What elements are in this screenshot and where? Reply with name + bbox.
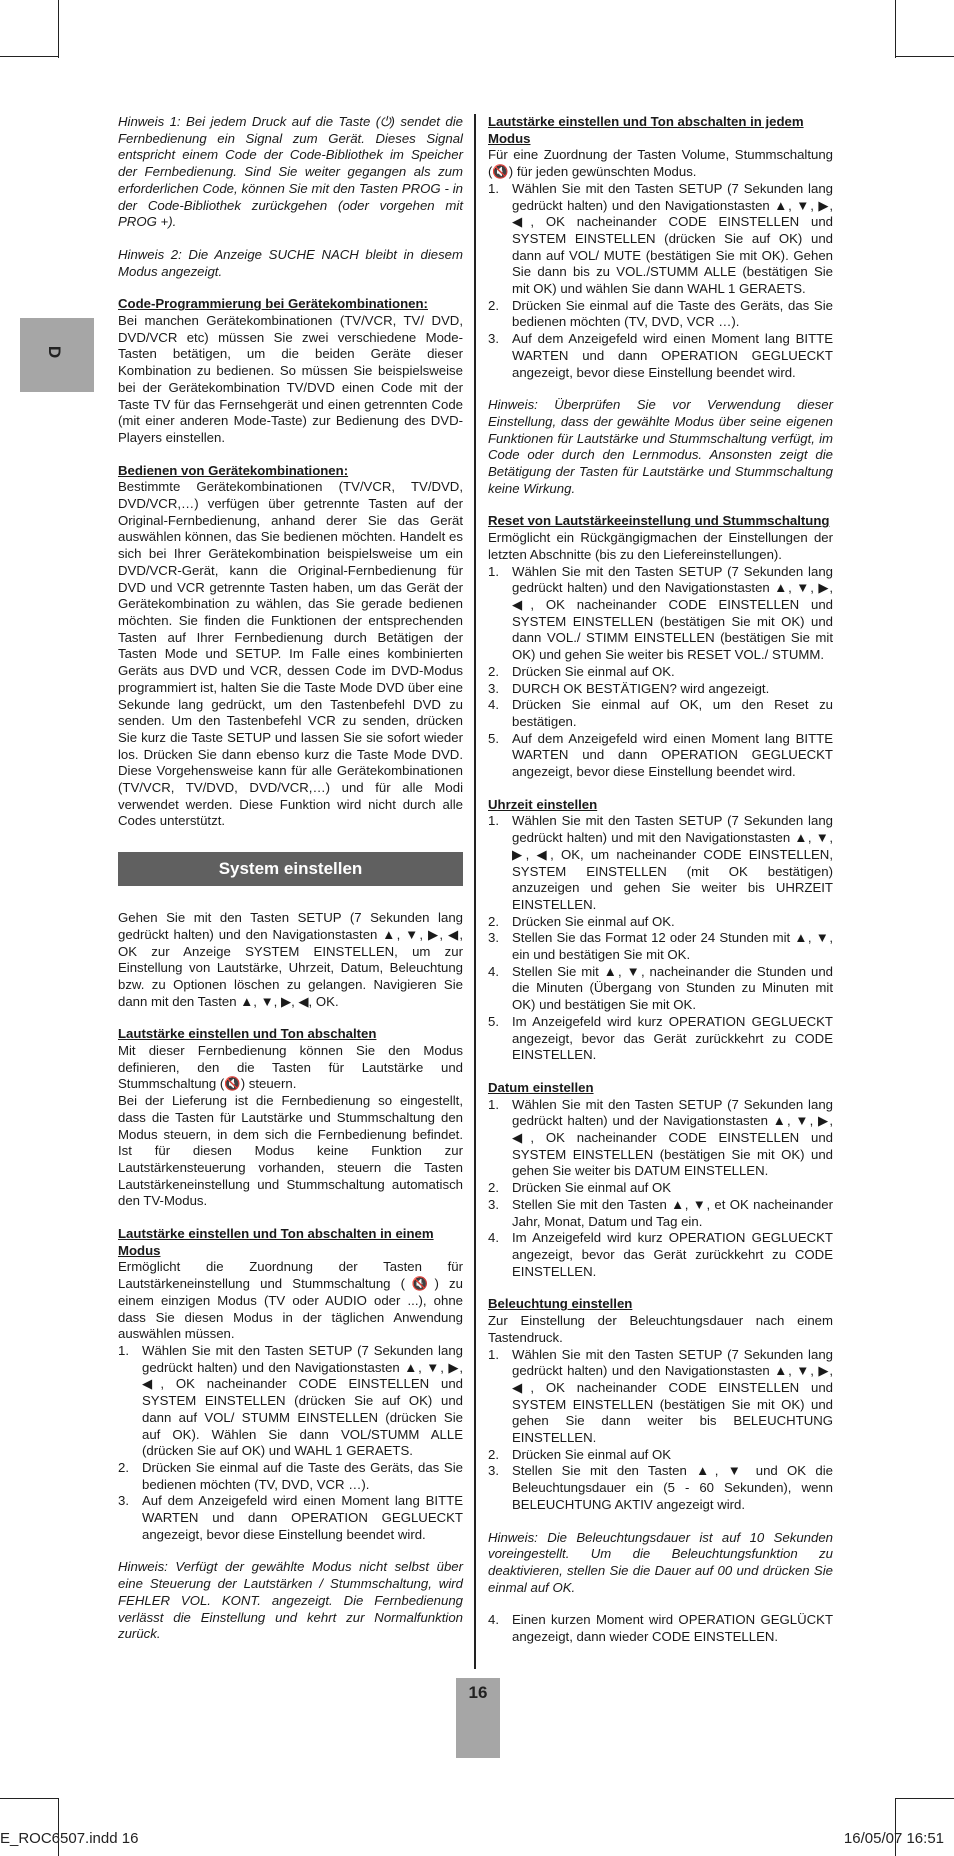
crop-mark xyxy=(58,1798,59,1856)
list-item: 3. Stellen Sie mit den Tasten ▲, ▼ und OK die Beleuchtungsdauer ein (5 - 60 Sekunden), wenn BELEUCHTUNG AKTIV angezeigt wird. xyxy=(488,1463,833,1512)
crop-mark xyxy=(0,1798,58,1799)
list-item: 3. Auf dem Anzeigefeld wird einen Moment lang BITTE WARTEN und dann OPERATION GEGLUECKT angezeigt, bevor diese Einstellung beendet wird. xyxy=(488,331,833,380)
heading-code-prog: Code-Programmierung bei Gerätekombinationen: xyxy=(118,296,428,312)
footer-date: 16/05/07 16:51 xyxy=(843,1830,944,1847)
hint-5: Hinweis: Die Beleuchtungsdauer ist auf 10 Sekunden voreingestellt. Um die Beleuchtungsfunktion zu deaktivieren, stellen Sie die Dauer auf 00 und drücken Sie einmal auf OK. xyxy=(488,1529,833,1595)
crop-mark xyxy=(896,56,954,57)
steps-lautstaerke-jedem xyxy=(488,181,833,381)
list-item: 5. Auf dem Anzeigefeld wird einen Moment lang BITTE WARTEN und dann OPERATION GEGLUECKT angezeigt, bevor diese Einstellung beendet wird. xyxy=(488,730,833,780)
heading-datum: Datum einstellen xyxy=(488,1079,594,1095)
right-column xyxy=(488,114,833,1662)
list-item: 1. Wählen Sie mit den Tasten SETUP (7 Sekunden lang gedrückt halten) und den Navigationstasten ▲, ▼, ▶, ◀, OK nacheinander CODE EINSTELLEN und SYSTEM EINSTELLEN (drücken Sie auf OK) und dann auf VOL/ MUTE (bestätigen Sie mit OK). Gehen Sie dann bis zu VOL./STUMM ALLE (bestätigen Sie mit OK) und wählen Sie dann WAHL 1 GERAETS. xyxy=(488,180,833,297)
list-item: 1. Wählen Sie mit den Tasten SETUP (7 Sekunden lang gedrückt halten) und den Navigationstasten ▲, ▼, ▶, ◀, OK nacheinander CODE EINSTELLEN und SYSTEM EINSTELLEN (drücken Sie auf OK) und dann auf VOL/ STUMM EINSTELLEN (drücken Sie auf OK). Wählen Sie dann VOL/STUMM ALLE (drücken Sie auf OK) und WAHL 1 GERAETS. xyxy=(118,1343,463,1459)
paragraph-code-prog: Bei manchen Gerätekombinationen (TV/VCR, TV/ DVD, DVD/VCR etc) müssen Sie zwei verschiedene Mode-Tasten betätigen, um die beiden Geräte dieser Kombination zu bedienen. So müssen Sie beispielsweise bei der Gerätekombination TV/DVD einen Code mit der Taste TV für das Fernsehgerät und einen getrennten Code (mit einer anderen Mode-Taste) zur Bedienung des DVD-Players einstellen. xyxy=(118,313,463,445)
steps-reset xyxy=(488,564,833,781)
list-item: 2. Drücken Sie einmal auf OK. xyxy=(488,663,675,679)
paragraph-lautstaerke-modus: Ermöglicht die Zuordnung der Tasten für Lautstärkeneinstellung und Stummschaltung (🔇) zu einem einzigen Modus (TV oder AUDIO oder ...), ohne dass Sie diesen Modus in der täglichen Anwendung auswählen müssen. xyxy=(118,1259,463,1342)
list-item: 1. Wählen Sie mit den Tasten SETUP (7 Sekunden lang gedrückt halten) und der Navigationstasten ▲, ▼, ▶, ◀, OK nacheinander CODE EINSTELLEN und SYSTEM EINSTELLEN (bestätigen Sie mit OK) und gehen Sie weiter bis DATUM EINSTELLEN. xyxy=(488,1096,833,1179)
column-divider xyxy=(474,114,476,1669)
crop-mark xyxy=(0,56,58,57)
heading-bedienen: Bedienen von Gerätekombinationen: xyxy=(118,462,349,478)
left-column xyxy=(118,114,463,1659)
list-item: 5. Im Anzeigefeld wird kurz OPERATION GEGLUECKT angezeigt, bevor das Gerät zurückkehrt zu CODE EINSTELLEN. xyxy=(488,1013,833,1063)
list-item: 4. Drücken Sie einmal auf OK, um den Reset zu bestätigen. xyxy=(488,697,833,729)
list-item: 4. Im Anzeigefeld wird kurz OPERATION GEGLUECKT angezeigt, bevor das Gerät zurückkehrt zu CODE EINSTELLEN. xyxy=(488,1230,833,1279)
crop-mark xyxy=(895,0,896,58)
list-item: 2. Drücken Sie einmal auf die Taste des Geräts, das Sie bedienen möchten (TV, DVD, VCR …). xyxy=(118,1459,463,1492)
heading-lautstaerke: Lautstärke einstellen und Ton abschalten xyxy=(118,1026,377,1042)
hint-1: Hinweis 1: Bei jedem Druck auf die Taste (⏻) sendet die Fernbedienung ein Signal zum Gerät. Dieses Signal entspricht einem Code der Code-Bibliothek im Speicher der Fernbedienung. Sind Sie weiter gegangen als zum erforderlichen Code, können Sie mit den Tasten PROG - in der Code-Bibliothek zurückgehen (oder vorgehen mit PROG +). xyxy=(118,114,463,230)
list-item: 3. Stellen Sie das Format 12 oder 24 Stunden mit ▲, ▼, ein und bestätigen Sie mit OK. xyxy=(488,930,833,963)
list-item: 2. Drücken Sie einmal auf OK xyxy=(488,1446,672,1462)
heading-lautstaerke-jedem: Lautstärke einstellen und Ton abschalten in jedem Modus xyxy=(488,114,804,146)
list-item: 3. DURCH OK BESTÄTIGEN? wird angezeigt. xyxy=(488,680,770,696)
footer-file: E_ROC6507.indd 16 xyxy=(0,1830,139,1847)
paragraph-reset: Ermöglicht ein Rückgängigmachen der Einstellungen der letzten Abschnitte (bis zu den Liefereinstellungen). xyxy=(488,530,833,562)
list-item: 2. Drücken Sie einmal auf die Taste des Geräts, das Sie bedienen möchten (TV, DVD, VCR …). xyxy=(488,297,833,330)
steps-lautstaerke-modus xyxy=(118,1343,463,1543)
list-item: 1. Wählen Sie mit den Tasten SETUP (7 Sekunden lang gedrückt halten) und den Navigationstasten ▲, ▼, ▶, ◀, OK nacheinander CODE EINSTELLEN und SYSTEM EINSTELLEN (bestätigen Sie mit OK) und gehen Sie dann weiter bis BELEUCHTUNG EINSTELLEN. xyxy=(488,1346,833,1446)
crop-mark xyxy=(58,0,59,58)
paragraph-beleuchtung: Zur Einstellung der Beleuchtungsdauer nach einem Tastendruck. xyxy=(488,1313,833,1345)
hint-3: Hinweis: Verfügt der gewählte Modus nicht selbst über eine Steuerung der Lautstärken / Stummschaltung, wird FEHLER VOL. KONT. angezeigt. Die Fernbedienung verlässt die Einstellung und kehrt zur Normalfunktion zurück. xyxy=(118,1559,463,1642)
heading-uhrzeit: Uhrzeit einstellen xyxy=(488,796,598,812)
list-item: 4. Stellen Sie mit ▲, ▼, nacheinander die Stunden und die Minuten (Übergang von Stunden zu Minuten mit OK) und bestätigen Sie mit OK. xyxy=(488,963,833,1013)
heading-reset: Reset von Lautstärkeeinstellung und Stummschaltung xyxy=(488,513,830,529)
tab-letter: D xyxy=(45,345,65,359)
steps-final xyxy=(488,1612,833,1645)
page-number: 16 xyxy=(456,1678,500,1758)
crop-mark xyxy=(895,1798,896,1856)
list-item: 1. Wählen Sie mit den Tasten SETUP (7 Sekunden lang gedrückt halten) und mit den Navigationstasten ▲, ▼, ▶, ◀, OK, um nacheinander CODE EINSTELLEN, SYSTEM EINSTELLEN (mit OK bestätigen) anzuzeigen und gehen Sie weiter bis UHRZEIT EINSTELLEN. xyxy=(488,813,833,912)
heading-beleuchtung: Beleuchtung einstellen xyxy=(488,1296,633,1312)
paragraph-lautstaerke-jedem: Für eine Zuordnung der Tasten Volume, Stummschaltung (🔇) für jeden gewünschten Modus. xyxy=(488,147,833,180)
steps-uhrzeit xyxy=(488,813,833,1064)
list-item: 3. Stellen Sie mit den Tasten ▲, ▼, et OK nacheinander Jahr, Monat, Datum und Tag ein. xyxy=(488,1196,833,1229)
paragraph-system: Gehen Sie mit den Tasten SETUP (7 Sekunden lang gedrückt halten) und den Navigationstasten ▲, ▼, ▶, ◀, OK zur Anzeige SYSTEM EINSTELLEN, um zur Einstellung von Lautstärke, Uhrzeit, Datum, Beleuchtung bzw. zu Optionen löschen zu gelangen. Navigieren Sie dann mit den Tasten ▲, ▼, ▶, ◀, OK. xyxy=(118,910,463,1009)
list-item: 2. Drücken Sie einmal auf OK xyxy=(488,1180,672,1196)
heading-lautstaerke-modus: Lautstärke einstellen und Ton abschalten in einem Modus xyxy=(118,1226,434,1258)
list-item: 2. Drücken Sie einmal auf OK. xyxy=(488,913,675,929)
list-item: 1. Wählen Sie mit den Tasten SETUP (7 Sekunden lang gedrückt halten) und den Navigationstasten ▲, ▼, ▶, ◀, OK nacheinander CODE EINSTELLEN und SYSTEM EINSTELLEN (bestätigen Sie mit OK) und dann VOL./ STIMM EINSTELLEN (bestätigen Sie mit OK) und gehen Sie weiter bis RESET VOL./ STUMM. xyxy=(488,563,833,663)
steps-datum xyxy=(488,1097,833,1281)
section-title-system: System einstellen xyxy=(118,852,463,886)
steps-beleuchtung xyxy=(488,1347,833,1514)
paragraph-lautstaerke-2: Bei der Lieferung ist die Fernbedienung so eingestellt, dass die Tasten für Lautstärke und Stummschaltung den Modus steuern, in dem sich die Fernbedienung befindet. Ist für diesen Modus keine Funktion zur Lautstärkensteuerung vorhanden, steuern die Tasten Lautstärkeneinstellung und Stummschaltung automatisch den TV-Modus. xyxy=(118,1093,463,1209)
list-item: 3. Auf dem Anzeigefeld wird einen Moment lang BITTE WARTEN und dann OPERATION GEGLUECKT angezeigt, bevor diese Einstellung beendet wird. xyxy=(118,1493,463,1542)
paragraph-bedienen: Bestimmte Gerätekombinationen (TV/VCR, TV/DVD, DVD/VCR,…) verfügen über getrennte Tasten auf der Original-Fernbedienung, anhand derer Sie das Gerät auswählen können, das Sie bedienen möchten. Handelt es sich bei Ihrer Gerätekombination beispielsweise um ein DVD/VCR-Gerät, kann die Original-Fernbedienung für DVD und VCR getrennte Tasten haben, um das Gerät der Gerätekombination zu wählen, das Sie gerade bedienen möchten. Sie finden die Funktionen der entsprechenden Tasten auf Ihrer Fernbedienung durch Betätigen der Tasten Mode und SETUP. Im Falle eines kombinierten Geräts aus DVD und VCR, dessen Code im DVD-Modus programmiert ist, halten Sie die Taste Mode DVD über eine Sekunde lang gedrückt, um den Tastenbefehl DVD zu senden. Um den Tastenbefehl VCR zu senden, drücken Sie kurz die Taste SETUP und lassen Sie sie sofort wieder los. Drücken Sie dann ebenso kurz die Taste Mode DVD. Diese Vorgehensweise kann für alle Gerätekombinationen (TV/VCR, TV/DVD, DVD/VCR,…) und für alle Modi verwendet werden. Diese Funktion wird nicht durch alle Codes unterstützt. xyxy=(118,479,463,829)
language-tab xyxy=(20,318,94,392)
paragraph-lautstaerke-1: Mit dieser Fernbedienung können Sie den Modus definieren, den die Tasten für Lautstärke und Stummschaltung (🔇) steuern. xyxy=(118,1043,463,1092)
hint-4: Hinweis: Überprüfen Sie vor Verwendung dieser Einstellung, dass der gewählte Modus über seine eigenen Funktionen für Lautstärke und Stummschaltung verfügt, im Code oder durch den Lernmodus. Ansonsten zeigt die Betätigung der Tasten für Lautstärke und Stummschaltung keine Wirkung. xyxy=(488,397,833,496)
list-item: 4. Einen kurzen Moment wird OPERATION GEGLÜCKT angezeigt, dann wieder CODE EINSTELLEN. xyxy=(488,1612,833,1645)
crop-mark xyxy=(896,1798,954,1799)
hint-2: Hinweis 2: Die Anzeige SUCHE NACH bleibt in diesem Modus angezeigt. xyxy=(118,246,463,279)
